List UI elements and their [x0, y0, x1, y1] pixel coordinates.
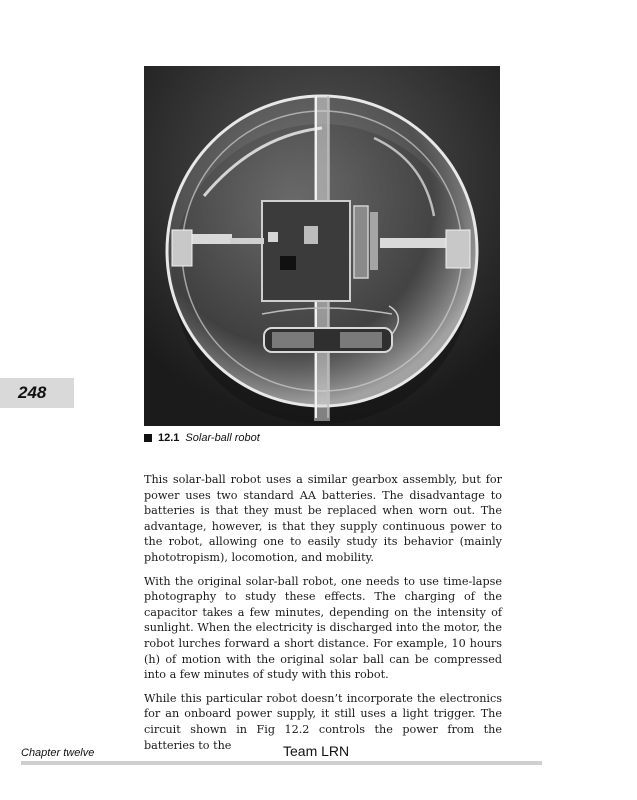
figure-caption-text: Solar-ball robot	[185, 432, 260, 444]
page-number-tab	[0, 378, 74, 408]
paragraph: While this particular robot doesn’t incorporate the electronics for an onboard power supply, it still uses a light trigger. The circuit shown in Fig 12.2 controls the power from the batteries to the	[144, 691, 502, 752]
footer-rule	[21, 761, 542, 765]
footer-chapter-label: Chapter twelve	[21, 747, 95, 759]
body-text	[144, 472, 502, 761]
figure-caption	[144, 432, 260, 444]
figure-number: 12.1	[158, 432, 180, 444]
caption-bullet-icon	[144, 434, 152, 442]
footer-watermark: Team LRN	[283, 743, 350, 759]
paragraph: This solar-ball robot uses a similar gearbox assembly, but for power uses two standard AA batteries. The disadvantage to batteries is that they must be replaced when worn out. The advantage, however, is that they supply continuous power to the robot, allowing one to easily study its behavior (mainly phototropism), locomotion, and mobility.	[144, 473, 502, 564]
figure-photo-solar-ball-robot	[144, 66, 500, 426]
page-number: 248	[18, 383, 47, 402]
paragraph: With the original solar-ball robot, one needs to use time-lapse photography to study these effects. The charging of the capacitor takes a few minutes, depending on the intensity of sunlight. When the electricity is discharged into the motor, the robot lurches forward a short distance. For example, 10 hours (h) of motion with the original solar ball can be compressed into a few minutes of study with this robot.	[144, 574, 502, 682]
